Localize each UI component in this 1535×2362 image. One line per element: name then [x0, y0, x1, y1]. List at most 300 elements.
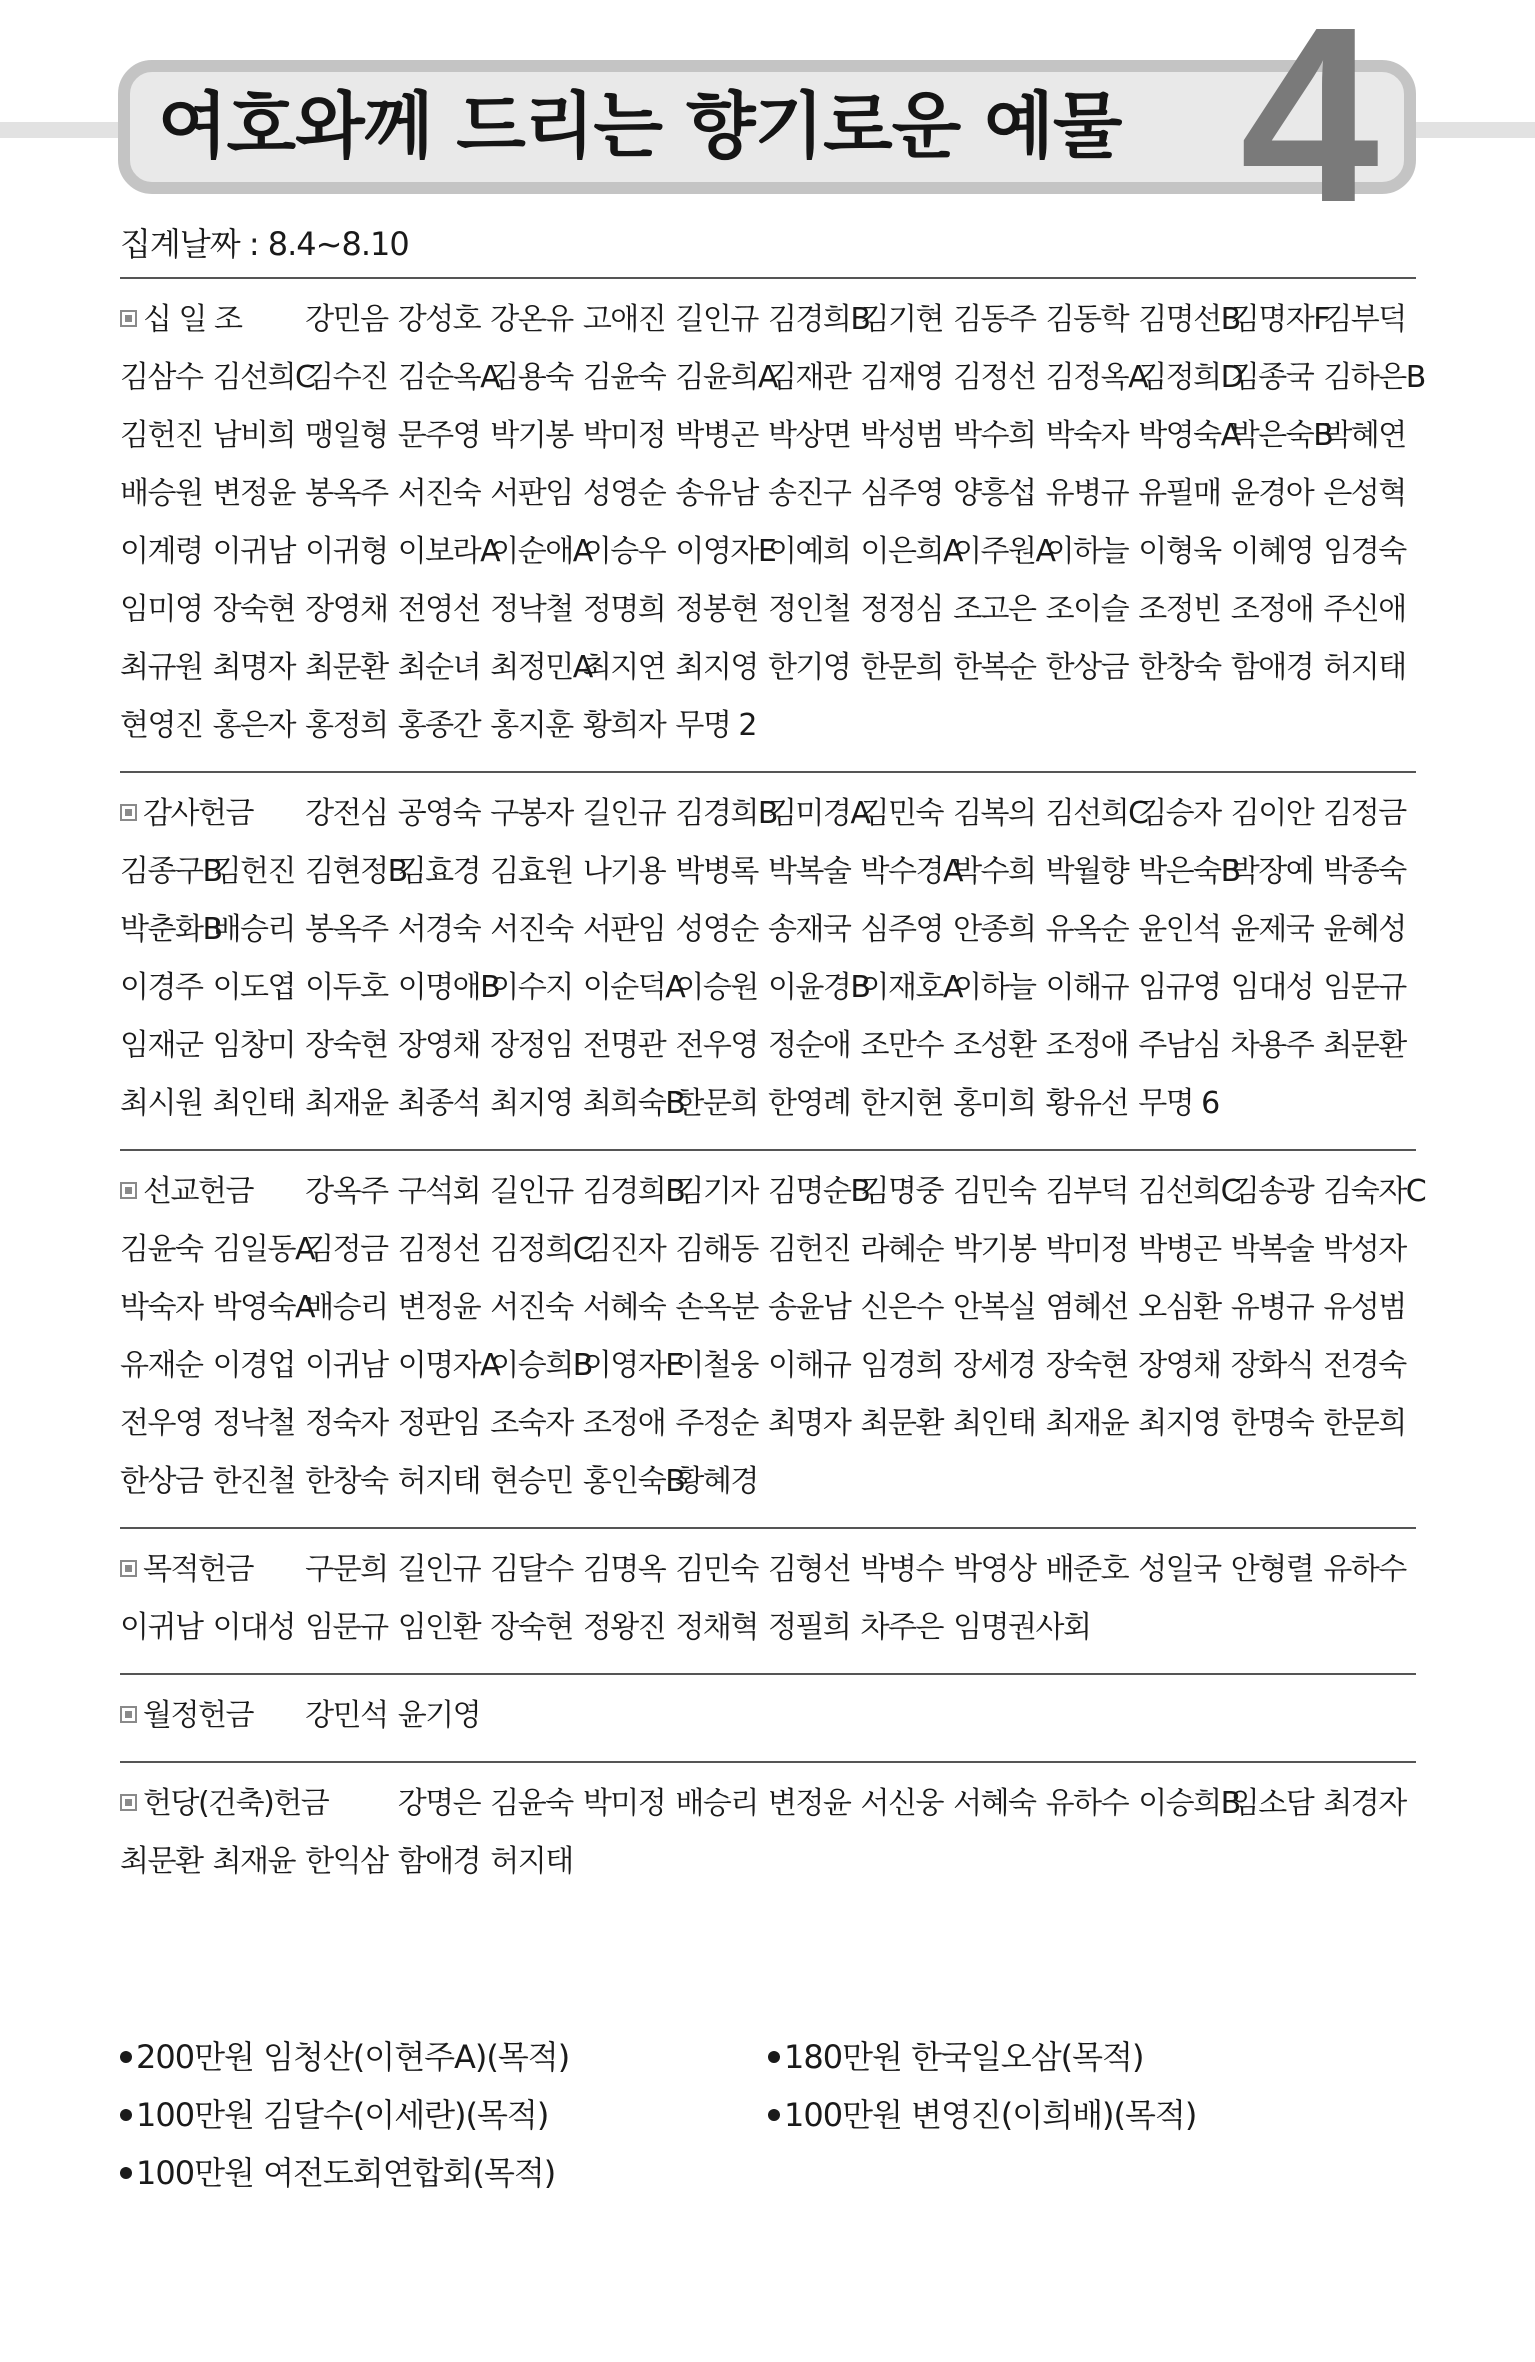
- donor-name: 맹일형: [305, 418, 388, 453]
- donor-name: 박영숙A: [1138, 418, 1240, 453]
- donation-text: 180만원 한국일오삼(목적): [784, 2038, 1144, 2076]
- donor-name: 강성호: [397, 302, 481, 337]
- donor-name: 이재호A: [860, 970, 962, 1005]
- donor-name: 전우영: [120, 1406, 203, 1441]
- donor-name: 라혜순: [860, 1232, 943, 1267]
- donor-name: 무명 2: [675, 708, 756, 743]
- donor-name: 문주영: [397, 418, 481, 453]
- donor-name: 배승리: [212, 912, 296, 947]
- donor-name: 양흥섭: [953, 476, 1036, 511]
- donor-name: 정채혁: [675, 1610, 758, 1645]
- donor-name: 변정윤: [212, 476, 296, 511]
- donor-name: 함애경: [1230, 650, 1314, 685]
- donor-name: 김복의: [953, 796, 1036, 831]
- donor-name: 김정희C: [490, 1232, 593, 1267]
- donor-name: 김선희C: [1045, 796, 1148, 831]
- donor-name: 홍미희: [953, 1086, 1036, 1121]
- donor-name: 박병곤: [675, 418, 758, 453]
- donor-name: 송재국: [767, 912, 851, 947]
- donor-name: 한문희: [1323, 1406, 1406, 1441]
- donor-name: 서판임: [490, 476, 573, 511]
- donor-name: 남비희: [212, 418, 296, 453]
- donation-item: [120, 2028, 768, 2086]
- section-label-text: 목적헌금: [143, 1552, 253, 1587]
- donor-name: 이은희A: [860, 534, 962, 569]
- donor-name: 한익삼: [305, 1844, 388, 1879]
- donor-name: 조정빈: [1138, 592, 1221, 627]
- donor-name: 김승자: [1138, 796, 1221, 831]
- donor-name: 이명자A: [397, 1348, 500, 1383]
- donor-name: 정판임: [397, 1406, 481, 1441]
- donor-name: 최인태: [953, 1406, 1036, 1441]
- donor-name: 이귀남: [212, 534, 296, 569]
- name-grid: [120, 1687, 1416, 1745]
- donor-name: 성영순: [582, 476, 666, 511]
- offering-section: [120, 1527, 1416, 1673]
- donor-name: 주남심: [1138, 1028, 1221, 1063]
- donor-name: 조숙자: [490, 1406, 573, 1441]
- donor-name: 임창미: [212, 1028, 296, 1063]
- donor-name: 최문환: [1323, 1028, 1406, 1063]
- donor-name: 장숙현: [490, 1610, 573, 1645]
- donor-name: 황유선: [1045, 1086, 1129, 1121]
- donor-name: 장영채: [1138, 1348, 1221, 1383]
- donor-name: 김숙자C: [1323, 1174, 1426, 1209]
- donation-text: 100만원 변영진(이희배)(목적): [784, 2096, 1197, 2134]
- donor-name: 배승리: [675, 1786, 758, 1821]
- donor-name: 박은숙B: [1138, 854, 1240, 889]
- donor-name: 김효원: [490, 854, 573, 889]
- donor-name: 구봉자: [490, 796, 573, 831]
- donor-name: 유재순: [120, 1348, 203, 1383]
- donor-name: 강전심: [305, 796, 388, 831]
- donor-name: 배승리: [305, 1290, 388, 1325]
- donor-name: 신은수: [860, 1290, 943, 1325]
- donor-name: 박춘화B: [120, 912, 222, 947]
- section-label: [120, 1163, 305, 1221]
- donor-name: 주신애: [1323, 592, 1406, 627]
- donor-name: 조만수: [860, 1028, 943, 1063]
- donor-name: 최재윤: [1045, 1406, 1129, 1441]
- donor-name: 윤기영: [397, 1698, 481, 1733]
- donor-name: 김윤희A: [675, 360, 777, 395]
- donor-name: 김헌진: [212, 854, 296, 889]
- donor-name: 정인철: [767, 592, 851, 627]
- square-bullet-icon: [120, 1706, 137, 1723]
- donor-name: 이귀남: [120, 1610, 203, 1645]
- donor-name: 임명권사회: [953, 1610, 1091, 1645]
- donor-name: 유하수: [1323, 1552, 1406, 1587]
- donor-name: 정낙철: [212, 1406, 296, 1441]
- donor-name: 현영진: [120, 708, 203, 743]
- section-label: [120, 291, 305, 349]
- donor-name: 김진자: [582, 1232, 666, 1267]
- donor-name: 김정선: [397, 1232, 481, 1267]
- donor-name: 최문환: [305, 650, 388, 685]
- donor-name: 길인규: [675, 302, 758, 337]
- name-grid: [120, 1541, 1416, 1657]
- donor-name: 박성자: [1323, 1232, 1406, 1267]
- donor-name: 박복술: [1230, 1232, 1314, 1267]
- donor-name: 송진구: [767, 476, 851, 511]
- donor-name: 김명중: [860, 1174, 943, 1209]
- donor-name: 임경희: [860, 1348, 943, 1383]
- donor-name: 차주은: [860, 1610, 943, 1645]
- donor-name: 조정애: [582, 1406, 666, 1441]
- donor-name: 전영선: [397, 592, 481, 627]
- donor-name: 김경희B: [675, 796, 777, 831]
- donor-name: 박미정: [582, 1786, 666, 1821]
- donor-name: 김부덕: [1045, 1174, 1129, 1209]
- donor-name: 박수희: [953, 418, 1036, 453]
- donor-name: 안형렬: [1230, 1552, 1314, 1587]
- donor-name: 유병규: [1045, 476, 1129, 511]
- donor-name: 임문규: [305, 1610, 388, 1645]
- donor-name: 홍은자: [212, 708, 296, 743]
- donor-name: 박영숙A: [212, 1290, 315, 1325]
- donor-name: 정봉현: [675, 592, 758, 627]
- page-title: 여호와께 드리는 향기로운 예물: [158, 84, 1122, 168]
- donor-name: 심주영: [860, 476, 943, 511]
- section-label: [120, 785, 305, 843]
- donor-name: 장화식: [1230, 1348, 1314, 1383]
- donor-name: 박미정: [1045, 1232, 1129, 1267]
- donor-name: 장영채: [305, 592, 388, 627]
- donor-name: 고애진: [582, 302, 666, 337]
- section-label-text: 헌당(건축)헌금: [143, 1786, 329, 1821]
- donation-text: 100만원 김달수(이세란)(목적): [136, 2096, 549, 2134]
- donor-name: 임문규: [1323, 970, 1406, 1005]
- square-bullet-icon: [120, 310, 137, 327]
- offering-section: [120, 277, 1425, 771]
- donation-item: [768, 2028, 1416, 2086]
- donor-name: 김재관: [767, 360, 851, 395]
- donor-name: 박영상: [953, 1552, 1036, 1587]
- donor-name: 이주원A: [953, 534, 1055, 569]
- donor-name: 박혜연: [1323, 418, 1406, 453]
- section-label-text: 월정헌금: [143, 1698, 253, 1733]
- donor-name: 김현정B: [305, 854, 407, 889]
- donor-name: 김일동A: [212, 1232, 315, 1267]
- donor-name: 김정선: [953, 360, 1036, 395]
- donor-name: 박숙자: [1045, 418, 1129, 453]
- donor-name: 김정옥A: [1045, 360, 1148, 395]
- donor-name: 김효경: [397, 854, 481, 889]
- donor-name: 이승우: [582, 534, 666, 569]
- donor-name: 서혜숙: [582, 1290, 666, 1325]
- donor-name: 심주영: [860, 912, 943, 947]
- donor-name: 최정민A: [490, 650, 592, 685]
- donor-name: 최명자: [767, 1406, 851, 1441]
- donor-name: 윤인석: [1138, 912, 1221, 947]
- donor-name: 한지현: [860, 1086, 943, 1121]
- donor-name: 임대성: [1230, 970, 1314, 1005]
- donor-name: 정명희: [582, 592, 666, 627]
- donor-name: 이영자E: [582, 1348, 683, 1383]
- donor-name: 이대성: [212, 1610, 296, 1645]
- donor-name: 안복실: [953, 1290, 1036, 1325]
- section-label-text: 감사헌금: [143, 796, 253, 831]
- donor-name: 김민숙: [675, 1552, 758, 1587]
- donor-name: 현승민: [490, 1464, 573, 1499]
- donor-name: 공영숙: [397, 796, 481, 831]
- donor-name: 김이안: [1230, 796, 1314, 831]
- donor-name: 최재윤: [212, 1844, 296, 1879]
- donor-name: 이보라A: [397, 534, 500, 569]
- donor-name: 이귀형: [305, 534, 388, 569]
- offering-sections: [120, 277, 1426, 1907]
- donor-name: 한문희: [860, 650, 943, 685]
- donor-name: 박상면: [767, 418, 851, 453]
- donor-name: 송유남: [675, 476, 758, 511]
- donation-list: [120, 2028, 1416, 2202]
- donation-item: [120, 2144, 768, 2202]
- bullet-icon: [120, 2167, 132, 2179]
- donor-name: 전우영: [675, 1028, 758, 1063]
- section-label-text: 선교헌금: [143, 1174, 253, 1209]
- donor-name: 김순옥A: [397, 360, 500, 395]
- donor-name: 손옥분: [675, 1290, 758, 1325]
- donor-name: 김용숙: [490, 360, 573, 395]
- donor-name: 황희자: [582, 708, 666, 743]
- donor-name: 강민석: [305, 1698, 388, 1733]
- donor-name: 박월향: [1045, 854, 1129, 889]
- donor-name: 김수진: [305, 360, 388, 395]
- donor-name: 서판임: [582, 912, 666, 947]
- donor-name: 배준호: [1045, 1552, 1129, 1587]
- donor-name: 박병곤: [1138, 1232, 1221, 1267]
- donor-name: 김해동: [675, 1232, 758, 1267]
- donor-name: 이경업: [212, 1348, 296, 1383]
- donor-name: 이윤경B: [767, 970, 870, 1005]
- donor-name: 김하은B: [1323, 360, 1425, 395]
- donor-name: 한문희: [675, 1086, 758, 1121]
- donor-name: 유성범: [1323, 1290, 1406, 1325]
- donor-name: 임소담: [1230, 1786, 1314, 1821]
- donor-name: 김정금: [305, 1232, 388, 1267]
- donor-name: 이하늘: [953, 970, 1036, 1005]
- donor-name: 최시원: [120, 1086, 203, 1121]
- donor-name: 유필매: [1138, 476, 1221, 511]
- donor-name: 한상금: [1045, 650, 1129, 685]
- section-label: [120, 1541, 305, 1599]
- donor-name: 한창숙: [305, 1464, 388, 1499]
- donor-name: 안종희: [953, 912, 1036, 947]
- donor-name: 함애경: [397, 1844, 481, 1879]
- donor-name: 서신웅: [860, 1786, 943, 1821]
- donor-name: 김경희B: [582, 1174, 685, 1209]
- page-number: 4: [1240, 0, 1380, 254]
- donor-name: 이순애A: [490, 534, 592, 569]
- bullet-icon: [120, 2051, 132, 2063]
- donor-name: 최규원: [120, 650, 203, 685]
- donor-name: 정순애: [767, 1028, 851, 1063]
- donor-name: 최경자: [1323, 1786, 1406, 1821]
- donor-name: 정정심: [860, 592, 943, 627]
- square-bullet-icon: [120, 1794, 137, 1811]
- donor-name: 박병록: [675, 854, 758, 889]
- donor-name: 임규영: [1138, 970, 1221, 1005]
- donor-name: 이승희B: [1138, 1786, 1240, 1821]
- donor-name: 임인환: [397, 1610, 481, 1645]
- donor-name: 성영순: [675, 912, 758, 947]
- donor-name: 이순덕A: [582, 970, 685, 1005]
- section-label: [120, 1687, 305, 1745]
- donor-name: 이하늘: [1045, 534, 1129, 569]
- donor-name: 박숙자: [120, 1290, 203, 1325]
- donor-name: 김형선: [767, 1552, 851, 1587]
- name-grid: [120, 291, 1425, 755]
- donor-name: 이명애B: [397, 970, 500, 1005]
- square-bullet-icon: [120, 1560, 137, 1577]
- donor-name: 김민숙: [953, 1174, 1036, 1209]
- donor-name: 이수지: [490, 970, 573, 1005]
- square-bullet-icon: [120, 804, 137, 821]
- donor-name: 최지영: [490, 1086, 573, 1121]
- donor-name: 구석회: [397, 1174, 481, 1209]
- donor-name: 은성혁: [1323, 476, 1406, 511]
- donor-name: 서경숙: [397, 912, 481, 947]
- donor-name: 강민음: [305, 302, 388, 337]
- donor-name: 오심환: [1138, 1290, 1221, 1325]
- donor-name: 서진숙: [490, 1290, 573, 1325]
- donor-name: 길인규: [490, 1174, 573, 1209]
- donor-name: 이철웅: [675, 1348, 758, 1383]
- donor-name: 최순녀: [397, 650, 481, 685]
- donor-name: 박수희: [953, 854, 1036, 889]
- donor-name: 윤혜성: [1323, 912, 1406, 947]
- donor-name: 홍지훈: [490, 708, 573, 743]
- donor-name: 배승원: [120, 476, 203, 511]
- donor-name: 조고은: [953, 592, 1036, 627]
- donor-name: 김윤숙: [120, 1232, 203, 1267]
- bullet-icon: [768, 2109, 780, 2121]
- donor-name: 장숙현: [1045, 1348, 1129, 1383]
- donor-name: 장숙현: [305, 1028, 388, 1063]
- donor-name: 김종구B: [120, 854, 222, 889]
- donor-name: 김정희D: [1138, 360, 1243, 395]
- name-grid: [120, 1163, 1426, 1511]
- donor-name: 이도엽: [212, 970, 296, 1005]
- donor-name: 한명숙: [1230, 1406, 1314, 1441]
- donor-name: 윤경아: [1230, 476, 1314, 511]
- donor-name: 유하수: [1045, 1786, 1129, 1821]
- donor-name: 조성환: [953, 1028, 1036, 1063]
- donor-name: 최재윤: [305, 1086, 388, 1121]
- donor-name: 김종국: [1230, 360, 1314, 395]
- donor-name: 염혜선: [1045, 1290, 1129, 1325]
- donor-name: 최지영: [675, 650, 758, 685]
- donor-name: 김명자F: [1230, 302, 1329, 337]
- donor-name: 김삼수: [120, 360, 203, 395]
- donor-name: 전명관: [582, 1028, 666, 1063]
- section-label: [120, 1775, 398, 1833]
- donor-name: 유옥순: [1045, 912, 1129, 947]
- donor-name: 이형욱: [1138, 534, 1221, 569]
- donor-name: 박기봉: [953, 1232, 1036, 1267]
- donor-name: 박은숙B: [1230, 418, 1333, 453]
- donor-name: 조정애: [1230, 592, 1314, 627]
- donor-name: 홍종간: [397, 708, 481, 743]
- donor-name: 최희숙B: [582, 1086, 685, 1121]
- donor-name: 허지태: [397, 1464, 481, 1499]
- donor-name: 김선희C: [1138, 1174, 1241, 1209]
- donor-name: 서진숙: [397, 476, 481, 511]
- donor-name: 김헌진: [767, 1232, 851, 1267]
- bullet-icon: [120, 2109, 132, 2121]
- donor-name: 이경주: [120, 970, 203, 1005]
- donor-name: 봉옥주: [305, 912, 388, 947]
- donor-name: 한창숙: [1138, 650, 1221, 685]
- donor-name: 이해규: [1045, 970, 1129, 1005]
- offering-section: [120, 1761, 1416, 1907]
- donor-name: 전경숙: [1323, 1348, 1406, 1383]
- donor-name: 한진철: [212, 1464, 296, 1499]
- donor-name: 김기자: [675, 1174, 758, 1209]
- donor-name: 윤제국: [1230, 912, 1314, 947]
- donor-name: 한기영: [767, 650, 851, 685]
- donor-name: 최지연: [582, 650, 666, 685]
- donor-name: 길인규: [582, 796, 666, 831]
- donor-name: 김윤숙: [582, 360, 666, 395]
- donor-name: 이두호: [305, 970, 388, 1005]
- donor-name: 이계령: [120, 534, 203, 569]
- donor-name: 박기봉: [490, 418, 573, 453]
- donor-name: 장영채: [397, 1028, 481, 1063]
- donation-item: [120, 2086, 768, 2144]
- donor-name: 조이슬: [1045, 592, 1129, 627]
- donor-name: 봉옥주: [305, 476, 388, 511]
- offering-section: [120, 771, 1416, 1149]
- donor-name: 장숙현: [212, 592, 296, 627]
- donor-name: 임재군: [120, 1028, 203, 1063]
- donor-name: 김동학: [1045, 302, 1129, 337]
- donor-name: 이승희B: [490, 1348, 592, 1383]
- offering-section: [120, 1673, 1416, 1761]
- donor-name: 허지태: [1323, 650, 1406, 685]
- donor-name: 김정금: [1323, 796, 1406, 831]
- donor-name: 정숙자: [305, 1406, 388, 1441]
- donor-name: 한영례: [767, 1086, 851, 1121]
- donor-name: 서진숙: [490, 912, 573, 947]
- donor-name: 김명순B: [767, 1174, 870, 1209]
- donor-name: 구문희: [305, 1552, 388, 1587]
- donor-name: 김미경A: [767, 796, 870, 831]
- donor-name: 김달수: [490, 1552, 573, 1587]
- donor-name: 박미정: [582, 418, 666, 453]
- donor-name: 김경희B: [767, 302, 870, 337]
- donor-name: 주정순: [675, 1406, 758, 1441]
- square-bullet-icon: [120, 1182, 137, 1199]
- donor-name: 정왕진: [582, 1610, 666, 1645]
- donor-name: 김재영: [860, 360, 943, 395]
- donor-name: 임미영: [120, 592, 203, 627]
- donor-name: 김명옥: [582, 1552, 666, 1587]
- donor-name: 홍인숙B: [582, 1464, 685, 1499]
- donor-name: 최지영: [1138, 1406, 1221, 1441]
- donation-item: [768, 2086, 1416, 2144]
- donor-name: 홍정희: [305, 708, 388, 743]
- donor-name: 김동주: [953, 302, 1036, 337]
- donor-name: 장정임: [490, 1028, 573, 1063]
- donor-name: 이귀남: [305, 1348, 388, 1383]
- offering-section: [120, 1149, 1426, 1527]
- donor-name: 한복순: [953, 650, 1036, 685]
- donor-name: 박장예: [1230, 854, 1314, 889]
- donor-name: 이영자E: [675, 534, 776, 569]
- donor-name: 나기용: [582, 854, 666, 889]
- donor-name: 이승원: [675, 970, 758, 1005]
